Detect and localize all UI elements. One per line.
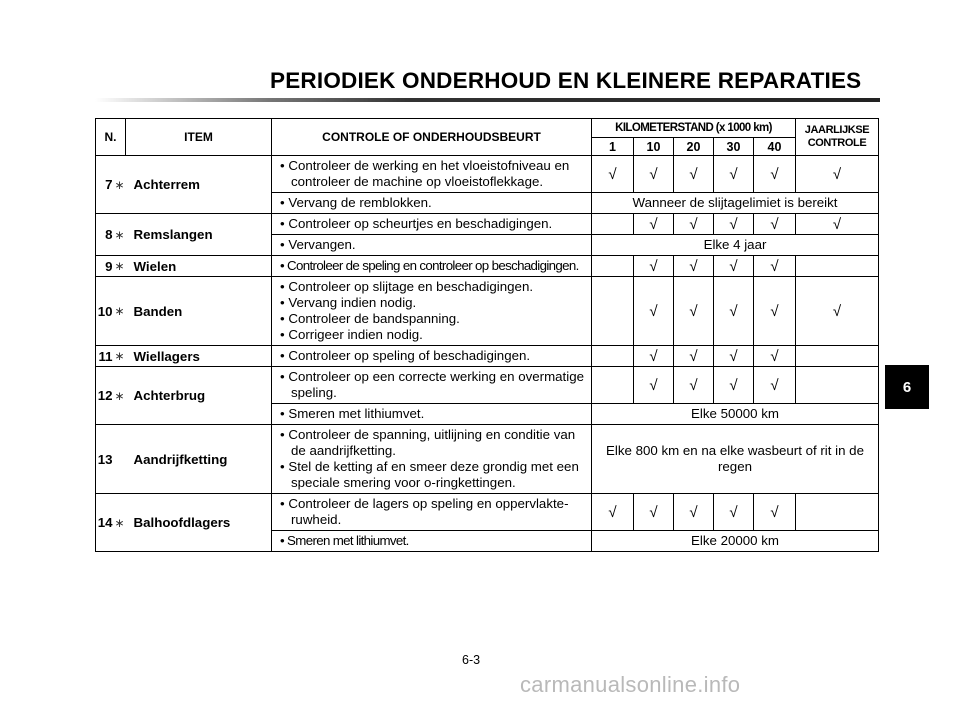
header-control: CONTROLE OF ONDERHOUDSBEURT	[272, 119, 592, 156]
header-km-40: 40	[754, 138, 796, 156]
section-tab: 6	[885, 365, 929, 409]
action-line: • Controleer de spanning, uitlijning en conditie van	[280, 427, 576, 442]
row-number: 7	[96, 156, 114, 214]
title-underline	[95, 98, 880, 102]
check-mark: √	[714, 256, 754, 277]
maintenance-action	[272, 346, 592, 367]
check-mark: √	[754, 214, 796, 235]
item-name: Aandrijfketting	[126, 425, 272, 494]
header-item: ITEM	[126, 119, 272, 156]
row-number: 9	[96, 256, 114, 277]
check-mark: √	[674, 214, 714, 235]
watermark: carmanualsonline.info	[520, 672, 741, 697]
check-mark: √	[674, 277, 714, 346]
table-row	[96, 156, 879, 193]
check-mark: √	[592, 494, 634, 531]
maintenance-action	[272, 235, 592, 256]
interval-note: Elke 4 jaar	[592, 235, 879, 256]
page-number: 6-3	[462, 653, 481, 667]
row-number: 12	[96, 367, 114, 425]
interval-note: Wanneer de slijtagelimiet is bereikt	[592, 193, 879, 214]
check-mark: √	[634, 156, 674, 193]
header-annual-line1: JAARLIJKSE	[804, 124, 870, 136]
check-mark: √	[634, 256, 674, 277]
check-mark: √	[634, 494, 674, 531]
maintenance-table	[95, 118, 879, 552]
page-title: PERIODIEK ONDERHOUD EN KLEINERE REPARATIES	[270, 68, 862, 93]
item-name: Achterbrug	[126, 367, 272, 425]
check-mark: √	[754, 367, 796, 404]
empty-check-cell	[592, 256, 634, 277]
action-line: speciale smering voor o-ringkettingen.	[291, 475, 516, 490]
empty-check-cell	[592, 214, 634, 235]
action-line: • Controleer de lagers op speling en oppervlakte-	[280, 496, 569, 511]
action-line: • Controleer op een correcte werking en overmatige	[280, 369, 584, 384]
header-annual-line2: CONTROLE	[807, 137, 867, 149]
maintenance-action	[272, 156, 592, 193]
maintenance-action	[272, 256, 592, 277]
table-row	[96, 494, 879, 531]
action-line: • Controleer op slijtage en beschadigingen.	[280, 279, 534, 294]
table-row	[96, 256, 879, 277]
row-number: 10	[96, 277, 114, 346]
check-mark: √	[674, 346, 714, 367]
asterisk-mark: ∗	[114, 367, 126, 425]
maintenance-action	[272, 404, 592, 425]
header-km-20: 20	[674, 138, 714, 156]
empty-check-cell	[592, 367, 634, 404]
check-mark: √	[674, 156, 714, 193]
asterisk-cell-empty	[114, 425, 126, 494]
interval-note: Elke 800 km en na elke wasbeurt of rit in de regen	[592, 425, 879, 494]
maintenance-action	[272, 425, 592, 494]
table-row	[96, 214, 879, 235]
item-name: Banden	[126, 277, 272, 346]
check-mark: √	[714, 156, 754, 193]
header-km-10: 10	[634, 138, 674, 156]
check-mark: √	[754, 346, 796, 367]
check-mark: √	[674, 367, 714, 404]
action-line: • Controleer de speling en controleer op beschadigingen.	[280, 258, 579, 273]
action-line: • Vervang de remblokken.	[280, 195, 432, 210]
asterisk-mark: ∗	[114, 494, 126, 552]
check-mark: √	[674, 494, 714, 531]
check-mark: √	[714, 494, 754, 531]
header-km-1: 1	[592, 138, 634, 156]
asterisk-mark: ∗	[114, 277, 126, 346]
action-line: ruwheid.	[291, 512, 342, 527]
maintenance-action	[272, 277, 592, 346]
check-mark: √	[714, 367, 754, 404]
check-mark: √	[714, 346, 754, 367]
interval-note: Elke 20000 km	[592, 531, 879, 552]
action-line: de aandrijfketting.	[291, 443, 396, 458]
table-row	[96, 367, 879, 404]
row-number: 14	[96, 494, 114, 552]
item-name: Wiellagers	[126, 346, 272, 367]
header-n: N.	[96, 119, 126, 156]
empty-check-cell	[592, 277, 634, 346]
action-line: • Vervang indien nodig.	[280, 295, 417, 310]
check-mark: √	[754, 156, 796, 193]
check-mark: √	[634, 277, 674, 346]
asterisk-mark: ∗	[114, 256, 126, 277]
action-line: • Corrigeer indien nodig.	[280, 327, 423, 342]
action-line: • Controleer op scheurtjes en beschadigingen.	[280, 216, 553, 231]
item-name: Wielen	[126, 256, 272, 277]
interval-note: Elke 50000 km	[592, 404, 879, 425]
check-mark: √	[634, 367, 674, 404]
row-number: 8	[96, 214, 114, 256]
empty-check-cell	[796, 256, 879, 277]
header-kilometerstand: KILOMETERSTAND (x 1000 km)	[592, 119, 796, 138]
asterisk-mark: ∗	[114, 346, 126, 367]
item-name: Achterrem	[126, 156, 272, 214]
action-line: • Controleer de werking en het vloeistofniveau en	[280, 158, 570, 173]
check-mark: √	[634, 214, 674, 235]
empty-check-cell	[592, 346, 634, 367]
check-mark: √	[714, 214, 754, 235]
empty-check-cell	[796, 367, 879, 404]
asterisk-mark: ∗	[114, 156, 126, 214]
maintenance-action	[272, 214, 592, 235]
check-mark: √	[714, 277, 754, 346]
maintenance-action	[272, 193, 592, 214]
action-line: • Smeren met lithiumvet.	[280, 406, 425, 421]
row-number: 13	[96, 425, 114, 494]
item-name: Balhoofdlagers	[126, 494, 272, 552]
header-km-30: 30	[714, 138, 754, 156]
action-line: • Smeren met lithiumvet.	[280, 533, 409, 548]
action-line: • Vervangen.	[280, 237, 356, 252]
check-mark: √	[796, 277, 879, 346]
table-row	[96, 346, 879, 367]
row-number: 11	[96, 346, 114, 367]
maintenance-action	[272, 367, 592, 404]
action-line: • Controleer de bandspanning.	[280, 311, 460, 326]
action-line: speling.	[291, 385, 337, 400]
empty-check-cell	[796, 494, 879, 531]
check-mark: √	[634, 346, 674, 367]
header-annual-check	[796, 119, 879, 156]
check-mark: √	[674, 256, 714, 277]
check-mark: √	[754, 277, 796, 346]
table-row	[96, 277, 879, 346]
check-mark: √	[592, 156, 634, 193]
table-row	[96, 425, 879, 494]
action-line: controleer de machine op vloeistoflekkage.	[291, 174, 544, 189]
check-mark: √	[754, 256, 796, 277]
empty-check-cell	[796, 346, 879, 367]
check-mark: √	[796, 214, 879, 235]
action-line: • Stel de ketting af en smeer deze grondig met een	[280, 459, 579, 474]
check-mark: √	[796, 156, 879, 193]
check-mark: √	[754, 494, 796, 531]
maintenance-action	[272, 531, 592, 552]
item-name: Remslangen	[126, 214, 272, 256]
maintenance-action	[272, 494, 592, 531]
action-line: • Controleer op speling of beschadigingen.	[280, 348, 531, 363]
asterisk-mark: ∗	[114, 214, 126, 256]
